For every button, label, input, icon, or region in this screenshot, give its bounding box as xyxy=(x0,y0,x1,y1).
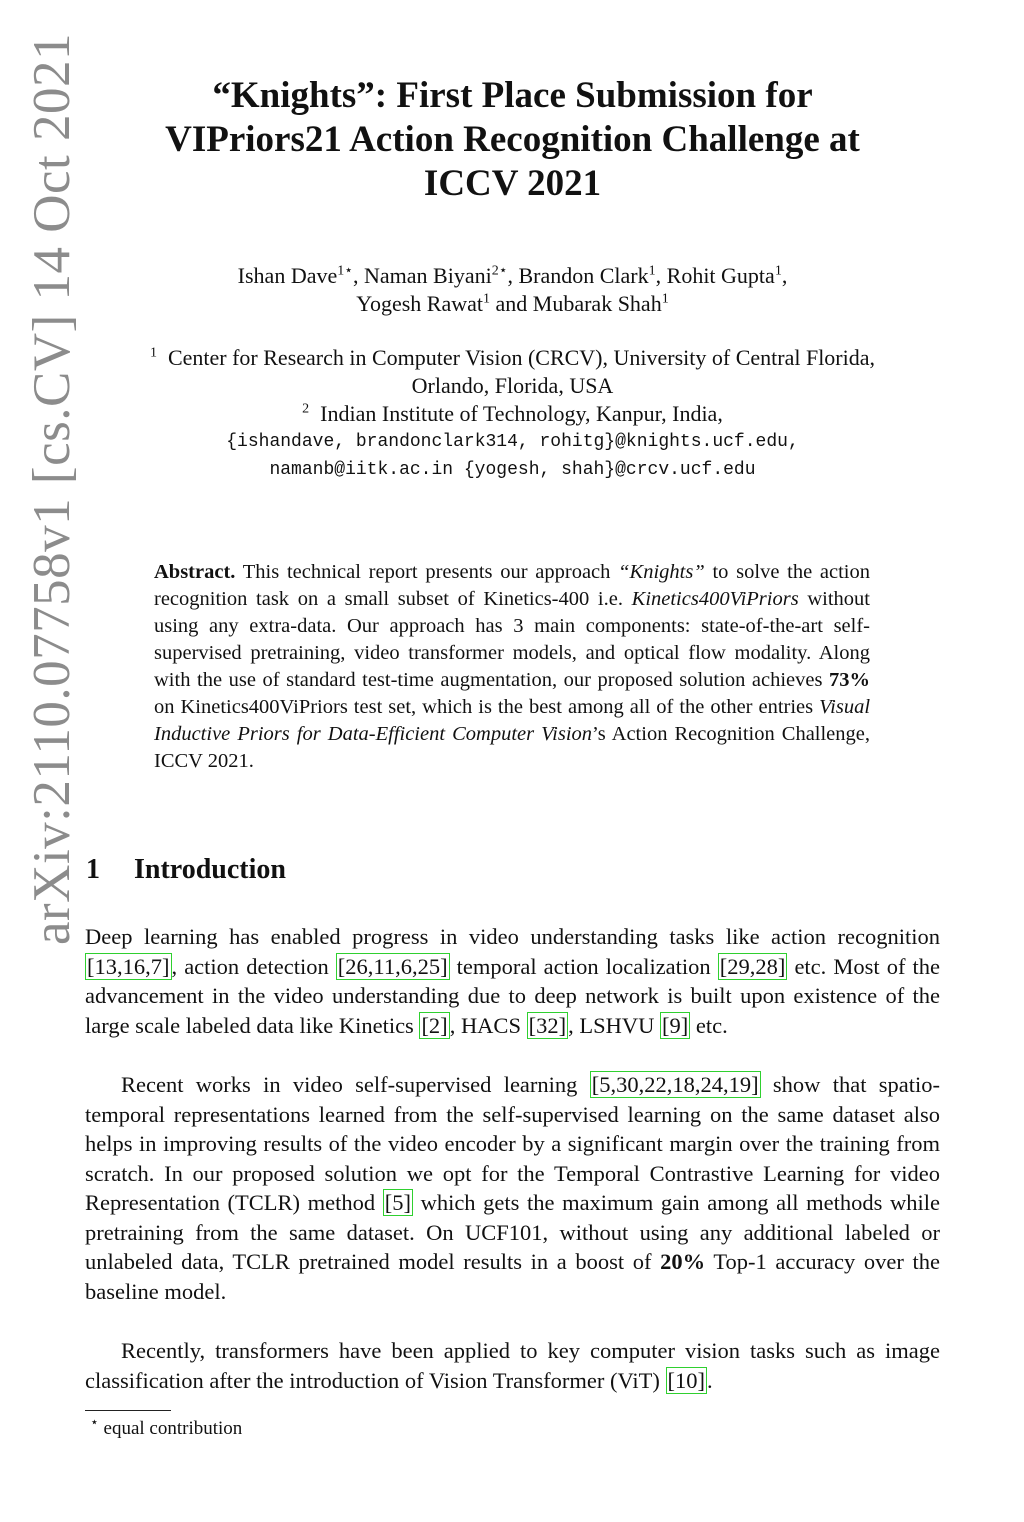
abstract-text: This technical report presents our approach xyxy=(242,561,611,583)
section-heading-introduction xyxy=(86,854,286,886)
affiliation-1 xyxy=(90,344,935,372)
intro-paragraph-3 xyxy=(85,1336,940,1395)
citation-link[interactable]: [29,28] xyxy=(719,953,786,979)
abstract-emphasis: Visual Inductive Priors for Data-Efficient Computer Vision xyxy=(154,696,871,745)
intro-paragraph-1 xyxy=(85,922,940,1040)
author-list xyxy=(90,262,935,318)
author-name: and Mubarak Shah xyxy=(490,291,662,316)
abstract-text: to solve the action recognition task on a small subset of Kinetics-400 i.e. xyxy=(154,561,871,610)
section-number: 1 xyxy=(86,854,100,885)
abstract xyxy=(154,559,870,775)
email-line-1: {ishandave, brandonclark314, rohitg}@knights.ucf.edu, xyxy=(226,432,799,452)
footnote-divider xyxy=(85,1410,171,1411)
affiliation-mark: 2 xyxy=(302,401,310,417)
author-separator: , xyxy=(781,263,788,288)
title-line-3: ICCV 2021 xyxy=(423,163,602,204)
citation-link[interactable]: [5] xyxy=(384,1190,411,1215)
citation-link[interactable]: [9] xyxy=(661,1012,689,1038)
author-affiliation-mark: 2⋆ xyxy=(491,263,508,279)
author-line-1 xyxy=(90,262,935,290)
body-text: , action detection xyxy=(171,953,336,979)
intro-paragraph-2 xyxy=(85,1070,940,1306)
body-text: , HACS xyxy=(449,1012,527,1038)
body-text: , LSHVU xyxy=(568,1012,660,1038)
title-line-1: “Knights”: First Place Submission for xyxy=(212,75,813,116)
author-name: , Brandon Clark xyxy=(507,263,649,288)
affiliations xyxy=(90,344,935,484)
abstract-emphasis: Kinetics400ViPriors xyxy=(631,588,799,610)
abstract-emphasis: “Knights” xyxy=(618,561,705,583)
arxiv-identifier-stamp: arXiv:2110.07758v1 [cs.CV] 14 Oct 2021 xyxy=(23,32,81,945)
author-affiliation-mark: 1 xyxy=(774,263,782,279)
body-text: Recent works in video self-supervised learning xyxy=(121,1072,590,1097)
author-line-2 xyxy=(90,290,935,318)
body-text: Deep learning has enabled progress in video understanding tasks like action recognition xyxy=(85,924,940,949)
affiliation-1-cont: Orlando, Florida, USA xyxy=(411,373,614,398)
affiliation-mark: 1 xyxy=(149,345,157,361)
body-text: etc. xyxy=(690,1012,728,1038)
author-affiliation-mark: 1 xyxy=(648,263,656,279)
citation-link[interactable]: [26,11,6,25] xyxy=(337,953,448,979)
body-text: etc. Most of the advancement in the video understanding due to deep network is built upon existence of the large scale labeled data like Kinetics xyxy=(85,953,940,1038)
section-title: Introduction xyxy=(134,854,286,885)
body-text: . xyxy=(707,1367,713,1393)
footnote-text: equal contribution xyxy=(103,1418,243,1439)
body-text: which gets the maximum gain among all methods while pretraining from the same dataset. On UCF101, without using any additional labeled or unlabeled data, TCLR pretrained model results in a boost of xyxy=(85,1190,940,1274)
footnote-mark: ⋆ xyxy=(90,1415,99,1431)
author-affiliation-mark: 1 xyxy=(483,291,491,307)
highlight-result: 20% xyxy=(660,1249,706,1274)
affiliation-2 xyxy=(90,400,935,428)
body-text: Top-1 accuracy over the baseline model. xyxy=(85,1249,940,1304)
abstract-result: 73% xyxy=(829,669,871,691)
body-text: show that spatio-temporal representations learned from the self-supervised learning on the same dataset also helps in improving results of the video encoder by a significant margin over the training from scratch. In our proposed solution we opt for the Temporal Contrastive Learning for video Representation (TCLR) method xyxy=(85,1072,940,1215)
title-line-2: VIPriors21 Action Recognition Challenge at xyxy=(165,119,860,160)
affiliation-text: Indian Institute of Technology, Kanpur, India, xyxy=(320,401,723,426)
author-name: , Rohit Gupta xyxy=(655,263,775,288)
abstract-text: ’s Action Recognition Challenge, ICCV 2021. xyxy=(154,723,871,772)
citation-link[interactable]: [13,16,7] xyxy=(87,953,170,979)
author-affiliation-mark: 1⋆ xyxy=(337,263,354,279)
abstract-heading: Abstract. xyxy=(154,561,236,583)
abstract-text: without using any extra-data. Our approach has 3 main components: state-of-the-art self-supervised pretraining, video transformer models, and optical flow modality. Along with the use of standard test-time augmentation, our proposed solution achieves xyxy=(154,588,871,691)
author-name: Ishan Dave xyxy=(237,263,338,288)
affiliation-text: Center for Research in Computer Vision (CRCV), University of Central Florida, xyxy=(167,345,876,370)
body-text: Recently, transformers have been applied to key computer vision tasks such as image classification after the introduction of Vision Transformer (ViT) xyxy=(85,1338,940,1393)
abstract-text: on Kinetics400ViPriors test set, which is the best among all of the other entries xyxy=(154,696,814,718)
footnote xyxy=(90,1415,243,1440)
email-line-2: namanb@iitk.ac.in {yogesh, shah}@crcv.ucf.edu xyxy=(269,460,756,480)
citation-link[interactable]: [2] xyxy=(421,1012,448,1038)
author-name: Yogesh Rawat xyxy=(356,291,484,316)
citation-link[interactable]: [32] xyxy=(528,1012,567,1038)
body-text: temporal action localization xyxy=(449,953,718,979)
citation-link[interactable]: [10] xyxy=(667,1367,706,1393)
author-affiliation-mark: 1 xyxy=(661,291,669,307)
author-name: , Naman Biyani xyxy=(353,263,492,288)
citation-link[interactable]: [5,30,22,18,24,19] xyxy=(591,1072,759,1097)
paper-title xyxy=(90,74,935,206)
